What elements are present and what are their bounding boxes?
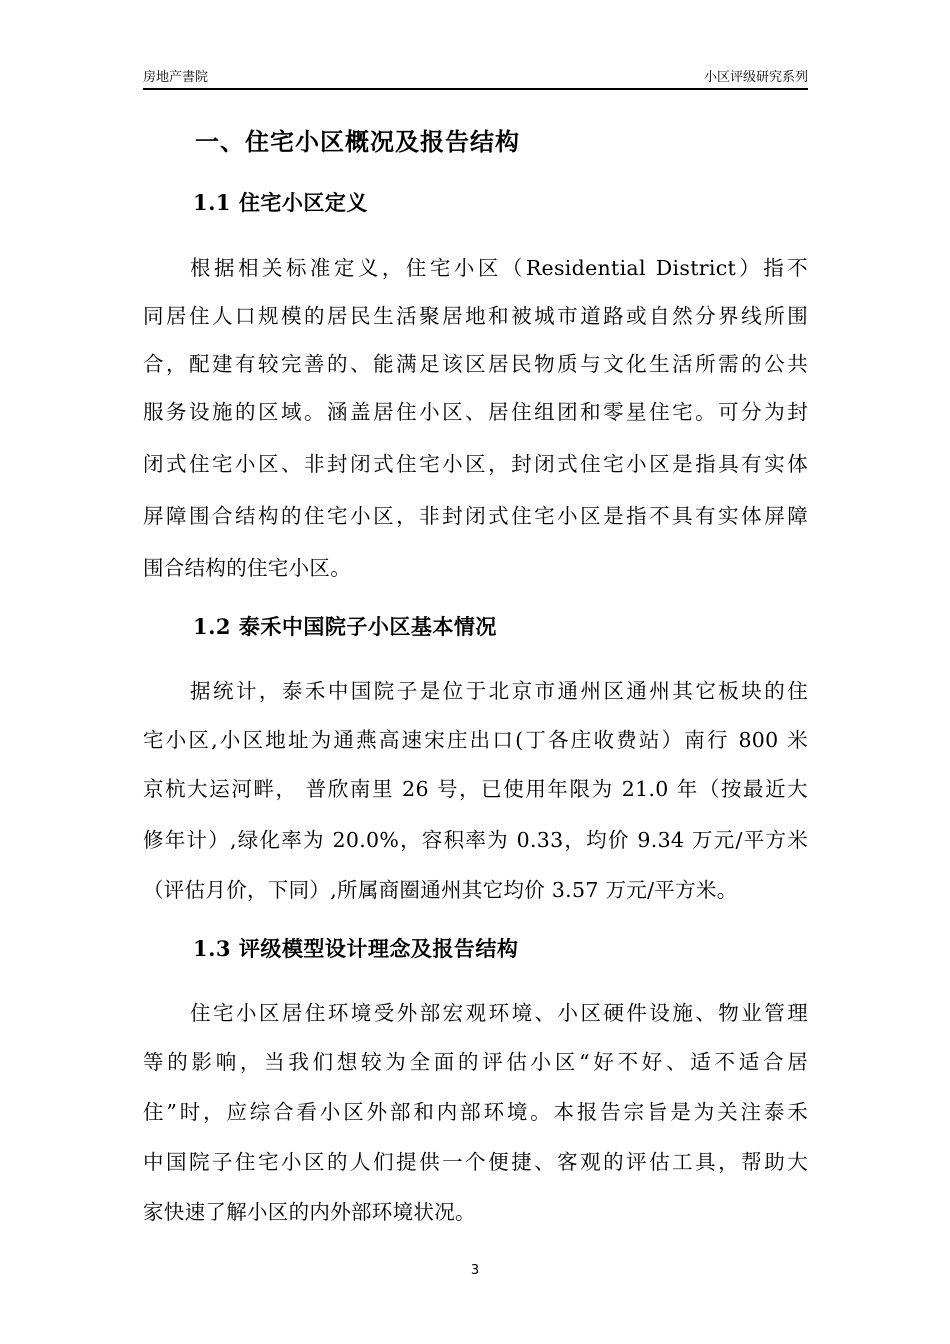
paragraph-line: 根据相关标准定义，住宅小区（Residential District）指不 xyxy=(190,256,808,280)
header-series-title: 小区评级研究系列 xyxy=(703,70,808,85)
paragraph-line: 京杭大运河畔， 普欣南里 26 号，已使用年限为 21.0 年（按最近大 xyxy=(143,777,808,801)
page-number: 3 xyxy=(470,1263,480,1278)
paragraph-line: 屏障围合结构的住宅小区，非封闭式住宅小区是指不具有实体屏障 xyxy=(143,504,808,528)
paragraph-line: 合，配建有较完善的、能满足该区居民物质与文化生活所需的公共 xyxy=(143,352,808,376)
paragraph-line: （评估月价，下同）,所属商圈通州其它均价 3.57 万元/平方米。 xyxy=(143,878,738,902)
section-title-1-3: 1.3 评级模型设计理念及报告结构 xyxy=(193,936,519,961)
paragraph-line: 家快速了解小区的内外部环境状况。 xyxy=(143,1200,476,1224)
paragraph-line: 宅小区,小区地址为通燕高速宋庄出口(丁各庄收费站）南行 800 米 xyxy=(143,728,808,752)
paragraph-line: 等的影响，当我们想较为全面的评估小区“好不好、适不适合居 xyxy=(143,1050,808,1074)
paragraph-line: 围合结构的住宅小区。 xyxy=(143,556,351,580)
paragraph-line: 据统计，泰禾中国院子是位于北京市通州区通州其它板块的住 xyxy=(190,679,808,703)
page-header xyxy=(143,66,808,88)
paragraph-line: 闭式住宅小区、非封闭式住宅小区，封闭式住宅小区是指具有实体 xyxy=(143,452,808,476)
paragraph-line: 服务设施的区域。涵盖居住小区、居住组团和零星住宅。可分为封 xyxy=(143,400,808,424)
header-divider xyxy=(143,88,808,90)
chapter-title: 一、住宅小区概况及报告结构 xyxy=(195,127,520,156)
paragraph-line: 修年计）,绿化率为 20.0%，容积率为 0.33，均价 9.34 万元/平方米 xyxy=(143,828,808,852)
paragraph-line: 住”时，应综合看小区外部和内部环境。本报告宗旨是为关注泰禾 xyxy=(143,1100,808,1124)
header-publisher: 房地产書院 xyxy=(143,70,209,85)
paragraph-line: 同居住人口规模的居民生活聚居地和被城市道路或自然分界线所围 xyxy=(143,304,808,328)
paragraph-line: 中国院子住宅小区的人们提供一个便捷、客观的评估工具，帮助大 xyxy=(143,1150,808,1174)
section-title-1-1: 1.1 住宅小区定义 xyxy=(193,190,368,215)
section-title-1-2: 1.2 泰禾中国院子小区基本情况 xyxy=(193,614,497,639)
paragraph-line: 住宅小区居住环境受外部宏观环境、小区硬件设施、物业管理 xyxy=(190,1001,808,1025)
